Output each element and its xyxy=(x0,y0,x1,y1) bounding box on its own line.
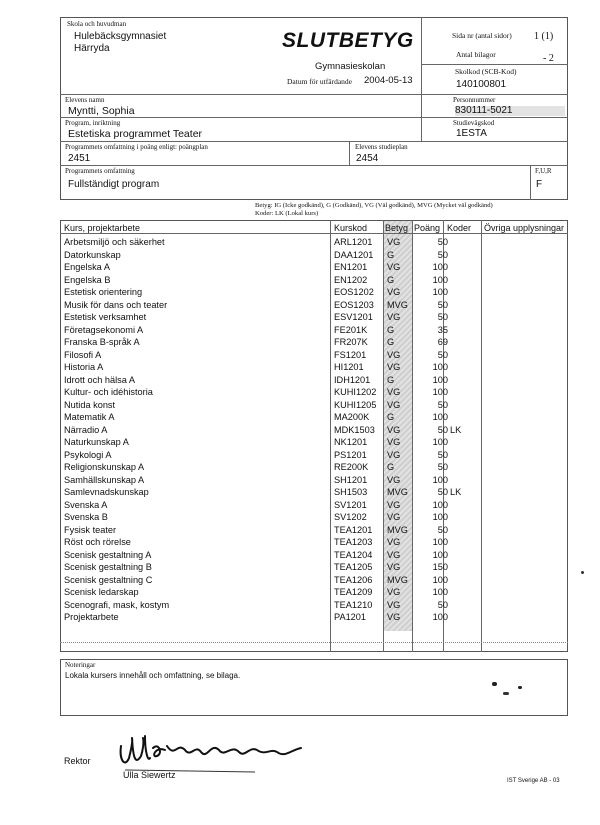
row-grade: VG xyxy=(387,474,401,485)
attachments-label: Antal bilagor xyxy=(456,50,496,59)
row-grade: VG xyxy=(387,499,401,510)
table-row xyxy=(64,374,564,386)
row-course: Kultur- och idéhistoria xyxy=(64,387,153,397)
header-code: Kurskod xyxy=(334,223,368,233)
table-row xyxy=(64,236,564,248)
divider xyxy=(60,117,568,118)
personal-number-label: Personnummer xyxy=(453,96,496,104)
document-title: SLUTBETYG xyxy=(282,29,414,52)
row-code: FR207K xyxy=(334,337,368,347)
row-grade: VG xyxy=(387,262,401,272)
row-points: 50 xyxy=(437,249,448,260)
header-points: Poäng xyxy=(414,223,441,233)
row-codes: LK xyxy=(450,424,462,435)
scope-label: Programmets omfattning xyxy=(65,167,135,175)
divider xyxy=(60,165,568,166)
divider xyxy=(421,17,422,94)
row-course: Arbetsmiljö och säkerhet xyxy=(64,237,165,247)
table-row xyxy=(64,561,564,573)
row-grade: VG xyxy=(387,424,401,435)
row-course: Företagsekonomi A xyxy=(64,324,144,335)
row-course: Religionskunskap A xyxy=(64,462,145,472)
row-code: TEA1201 xyxy=(334,524,373,535)
row-grade: VG xyxy=(387,237,401,247)
row-code: ARL1201 xyxy=(334,237,373,247)
date-label: Datum för utfärdande xyxy=(287,77,352,86)
table-row xyxy=(64,524,564,536)
school-name: Hulebäcksgymnasiet xyxy=(74,31,167,42)
row-grade: MVG xyxy=(387,574,408,585)
program-label: Program, inriktning xyxy=(65,119,121,127)
row-course: Samlevnadskunskap xyxy=(64,487,149,497)
row-points: 50 xyxy=(437,599,448,610)
table-header-divider xyxy=(60,233,568,234)
row-course: Nutida konst xyxy=(64,399,116,410)
row-grade: G xyxy=(387,374,395,385)
row-course: Svenska A xyxy=(64,499,108,510)
notes-box xyxy=(60,659,568,716)
row-points: 50 xyxy=(437,424,448,435)
table-row xyxy=(64,474,564,486)
row-points: 100 xyxy=(432,574,448,585)
table-row xyxy=(64,249,564,261)
row-course: Scenisk gestaltning B xyxy=(64,562,152,572)
row-points: 100 xyxy=(432,262,448,272)
table-row xyxy=(64,361,564,373)
row-grade: VG xyxy=(387,287,401,297)
issue-date: 2004-05-13 xyxy=(364,75,413,86)
row-code: IDH1201 xyxy=(334,374,371,385)
row-points: 100 xyxy=(432,287,448,297)
header-other-info: Övriga upplysningar xyxy=(484,223,565,233)
row-points: 100 xyxy=(432,512,448,522)
row-grade: VG xyxy=(387,562,401,572)
row-code: TEA1205 xyxy=(334,562,373,572)
student-name: Myntti, Sophia xyxy=(68,105,135,117)
school-code-label: Skolkod (SCB-Kod) xyxy=(455,67,517,76)
personal-number: 830111-5021 xyxy=(455,106,565,116)
table-row xyxy=(64,461,564,473)
row-points: 50 xyxy=(437,237,448,247)
row-course: Filosofi A xyxy=(64,349,102,360)
row-points: 100 xyxy=(432,437,448,447)
divider xyxy=(60,141,568,142)
row-grade: VG xyxy=(387,587,401,597)
row-code: MDK1503 xyxy=(334,424,375,435)
route-code-label: Studievägskod xyxy=(453,119,495,127)
row-points: 150 xyxy=(432,562,448,572)
fur-value: F xyxy=(536,179,543,190)
row-code: DAA1201 xyxy=(334,249,374,260)
row-code: TEA1209 xyxy=(334,587,373,597)
route-code: 1ESTA xyxy=(456,128,487,139)
row-codes: LK xyxy=(450,487,462,497)
table-row xyxy=(64,486,564,498)
table-row xyxy=(64,449,564,461)
header-grade: Betyg xyxy=(385,223,409,233)
table-row xyxy=(64,599,564,611)
notes-label: Noteringar xyxy=(65,661,96,669)
row-grade: G xyxy=(387,324,395,335)
row-course: Svenska B xyxy=(64,512,108,522)
row-grade: VG xyxy=(387,612,401,622)
row-code: TEA1204 xyxy=(334,549,373,560)
row-code: SV1202 xyxy=(334,512,367,522)
row-grade: VG xyxy=(387,537,401,547)
row-grade: MVG xyxy=(387,487,408,497)
table-row xyxy=(64,574,564,586)
school-label: Skola och huvudman xyxy=(67,20,127,28)
row-code: ESV1201 xyxy=(334,312,373,322)
table-row xyxy=(64,349,564,361)
row-points: 50 xyxy=(437,299,448,310)
row-points: 50 xyxy=(437,399,448,410)
row-course: Scenisk gestaltning C xyxy=(64,574,153,585)
table-row xyxy=(64,536,564,548)
row-code: EOS1202 xyxy=(334,287,374,297)
row-code: FE201K xyxy=(334,324,368,335)
study-plan-label: Elevens studieplan xyxy=(355,143,408,151)
row-course: Matematik A xyxy=(64,412,115,422)
row-points: 100 xyxy=(432,537,448,547)
table-row xyxy=(64,386,564,398)
points-plan: 2451 xyxy=(68,153,91,164)
row-grade: G xyxy=(387,274,395,285)
row-grade: G xyxy=(387,249,395,260)
table-row xyxy=(64,299,564,311)
row-grade: VG xyxy=(387,599,401,610)
row-code: RE200K xyxy=(334,462,369,472)
row-grade: VG xyxy=(387,349,401,360)
row-course: Engelska B xyxy=(64,274,111,285)
rektor-name: Ulla Siewertz xyxy=(123,770,176,780)
row-course: Estetisk verksamhet xyxy=(64,312,147,322)
program-scope: Fullständigt program xyxy=(68,179,160,190)
row-points: 100 xyxy=(432,412,448,422)
row-course: Historia A xyxy=(64,362,104,372)
table-row xyxy=(64,399,564,411)
school-form: Gymnasieskolan xyxy=(315,61,386,72)
row-grade: VG xyxy=(387,387,401,397)
table-row xyxy=(64,586,564,598)
row-code: EN1202 xyxy=(334,274,368,285)
row-course: Scenografi, mask, kostym xyxy=(64,599,170,610)
attachments-value: - 2 xyxy=(543,53,554,64)
page-value: 1 (1) xyxy=(534,31,554,42)
row-points: 100 xyxy=(432,587,448,597)
table-footer-divider xyxy=(60,642,568,643)
row-course: Fysisk teater xyxy=(64,524,117,535)
row-code: EN1201 xyxy=(334,262,368,272)
table-row xyxy=(64,549,564,561)
row-course: Musik för dans och teater xyxy=(64,299,168,310)
grade-legend: Betyg: IG (Icke godkänd), G (Godkänd), VG (Väl godkänd), MVG (Mycket väl godkänd) xyxy=(255,202,493,209)
row-code: NK1201 xyxy=(334,437,368,447)
fur-label: F,U,R xyxy=(535,167,552,175)
table-row xyxy=(64,411,564,423)
row-course: Röst och rörelse xyxy=(64,537,131,547)
row-points: 100 xyxy=(432,499,448,510)
row-points: 50 xyxy=(437,524,448,535)
table-row xyxy=(64,336,564,348)
table-row xyxy=(64,436,564,448)
divider xyxy=(421,94,422,141)
row-course: Projektarbete xyxy=(64,612,119,622)
table-row xyxy=(64,274,564,286)
row-code: SV1201 xyxy=(334,499,367,510)
row-course: Naturkunskap A xyxy=(64,437,129,447)
row-course: Scenisk gestaltning A xyxy=(64,549,152,560)
row-course: Psykologi A xyxy=(64,449,112,460)
scan-speck xyxy=(492,682,497,686)
divider xyxy=(530,165,531,200)
row-grade: VG xyxy=(387,362,401,372)
table-row xyxy=(64,324,564,336)
header-codes: Koder xyxy=(447,223,472,233)
row-code: PA1201 xyxy=(334,612,367,622)
table-row xyxy=(64,286,564,298)
row-points: 50 xyxy=(437,449,448,460)
student-name-label: Elevens namn xyxy=(65,96,105,104)
row-points: 35 xyxy=(437,324,448,335)
notes-text: Lokala kursers innehåll och omfattning, se bilaga. xyxy=(65,671,241,680)
row-code: TEA1206 xyxy=(334,574,373,585)
row-points: 100 xyxy=(432,612,448,622)
row-grade: VG xyxy=(387,512,401,522)
row-course: Scenisk ledarskap xyxy=(64,587,139,597)
row-points: 100 xyxy=(432,387,448,397)
row-grade: VG xyxy=(387,399,401,410)
program-name: Estetiska programmet Teater xyxy=(68,128,203,140)
divider xyxy=(421,64,568,65)
row-code: FS1201 xyxy=(334,349,367,360)
row-course: Närradio A xyxy=(64,424,108,435)
row-points: 50 xyxy=(437,462,448,472)
row-grade: G xyxy=(387,412,395,422)
row-grade: G xyxy=(387,337,395,347)
row-grade: MVG xyxy=(387,299,408,310)
row-points: 50 xyxy=(437,312,448,322)
row-code: HI1201 xyxy=(334,362,364,372)
row-course: Franska B-språk A xyxy=(64,337,140,347)
scan-speck xyxy=(581,571,584,574)
row-course: Samhällskunskap A xyxy=(64,474,145,485)
row-course: Estetisk orientering xyxy=(64,287,143,297)
row-grade: VG xyxy=(387,449,401,460)
table-row xyxy=(64,499,564,511)
code-legend: Koder: LK (Lokal kurs) xyxy=(255,210,319,217)
row-points: 100 xyxy=(432,274,448,285)
table-row xyxy=(64,424,564,436)
points-plan-label: Programmets omfattning i poäng enligt: poängplan xyxy=(65,143,208,151)
row-course: Engelska A xyxy=(64,262,110,272)
table-row xyxy=(64,311,564,323)
row-course: Datorkunskap xyxy=(64,249,121,260)
row-grade: MVG xyxy=(387,524,408,535)
divider xyxy=(60,94,568,95)
row-code: TEA1210 xyxy=(334,599,373,610)
row-points: 50 xyxy=(437,487,448,497)
rektor-label: Rektor xyxy=(64,756,91,766)
row-points: 50 xyxy=(437,349,448,360)
row-code: TEA1203 xyxy=(334,537,373,547)
row-grade: VG xyxy=(387,312,401,322)
scan-speck xyxy=(518,686,522,689)
study-plan: 2454 xyxy=(356,153,379,164)
school-code: 140100801 xyxy=(456,79,507,90)
row-code: MA200K xyxy=(334,412,370,422)
row-course: Idrott och hälsa A xyxy=(64,374,135,385)
header-course: Kurs, projektarbete xyxy=(64,223,141,233)
municipality: Härryda xyxy=(74,43,110,54)
row-code: EOS1203 xyxy=(334,299,374,310)
row-points: 100 xyxy=(432,362,448,372)
page-label: Sida nr (antal sidor) xyxy=(452,31,512,40)
row-code: SH1503 xyxy=(334,487,368,497)
row-points: 100 xyxy=(432,549,448,560)
table-row xyxy=(64,611,564,623)
row-code: KUHI1202 xyxy=(334,387,377,397)
row-grade: VG xyxy=(387,437,401,447)
row-grade: VG xyxy=(387,549,401,560)
row-code: PS1201 xyxy=(334,449,367,460)
row-code: KUHI1205 xyxy=(334,399,377,410)
row-points: 100 xyxy=(432,374,448,385)
form-id: IST Sverige AB - 03 xyxy=(507,778,560,784)
table-row xyxy=(64,511,564,523)
row-points: 69 xyxy=(437,337,448,347)
row-grade: G xyxy=(387,462,395,472)
row-points: 100 xyxy=(432,474,448,485)
table-row xyxy=(64,261,564,273)
scan-speck xyxy=(503,692,509,695)
row-code: SH1201 xyxy=(334,474,368,485)
divider xyxy=(349,141,350,165)
